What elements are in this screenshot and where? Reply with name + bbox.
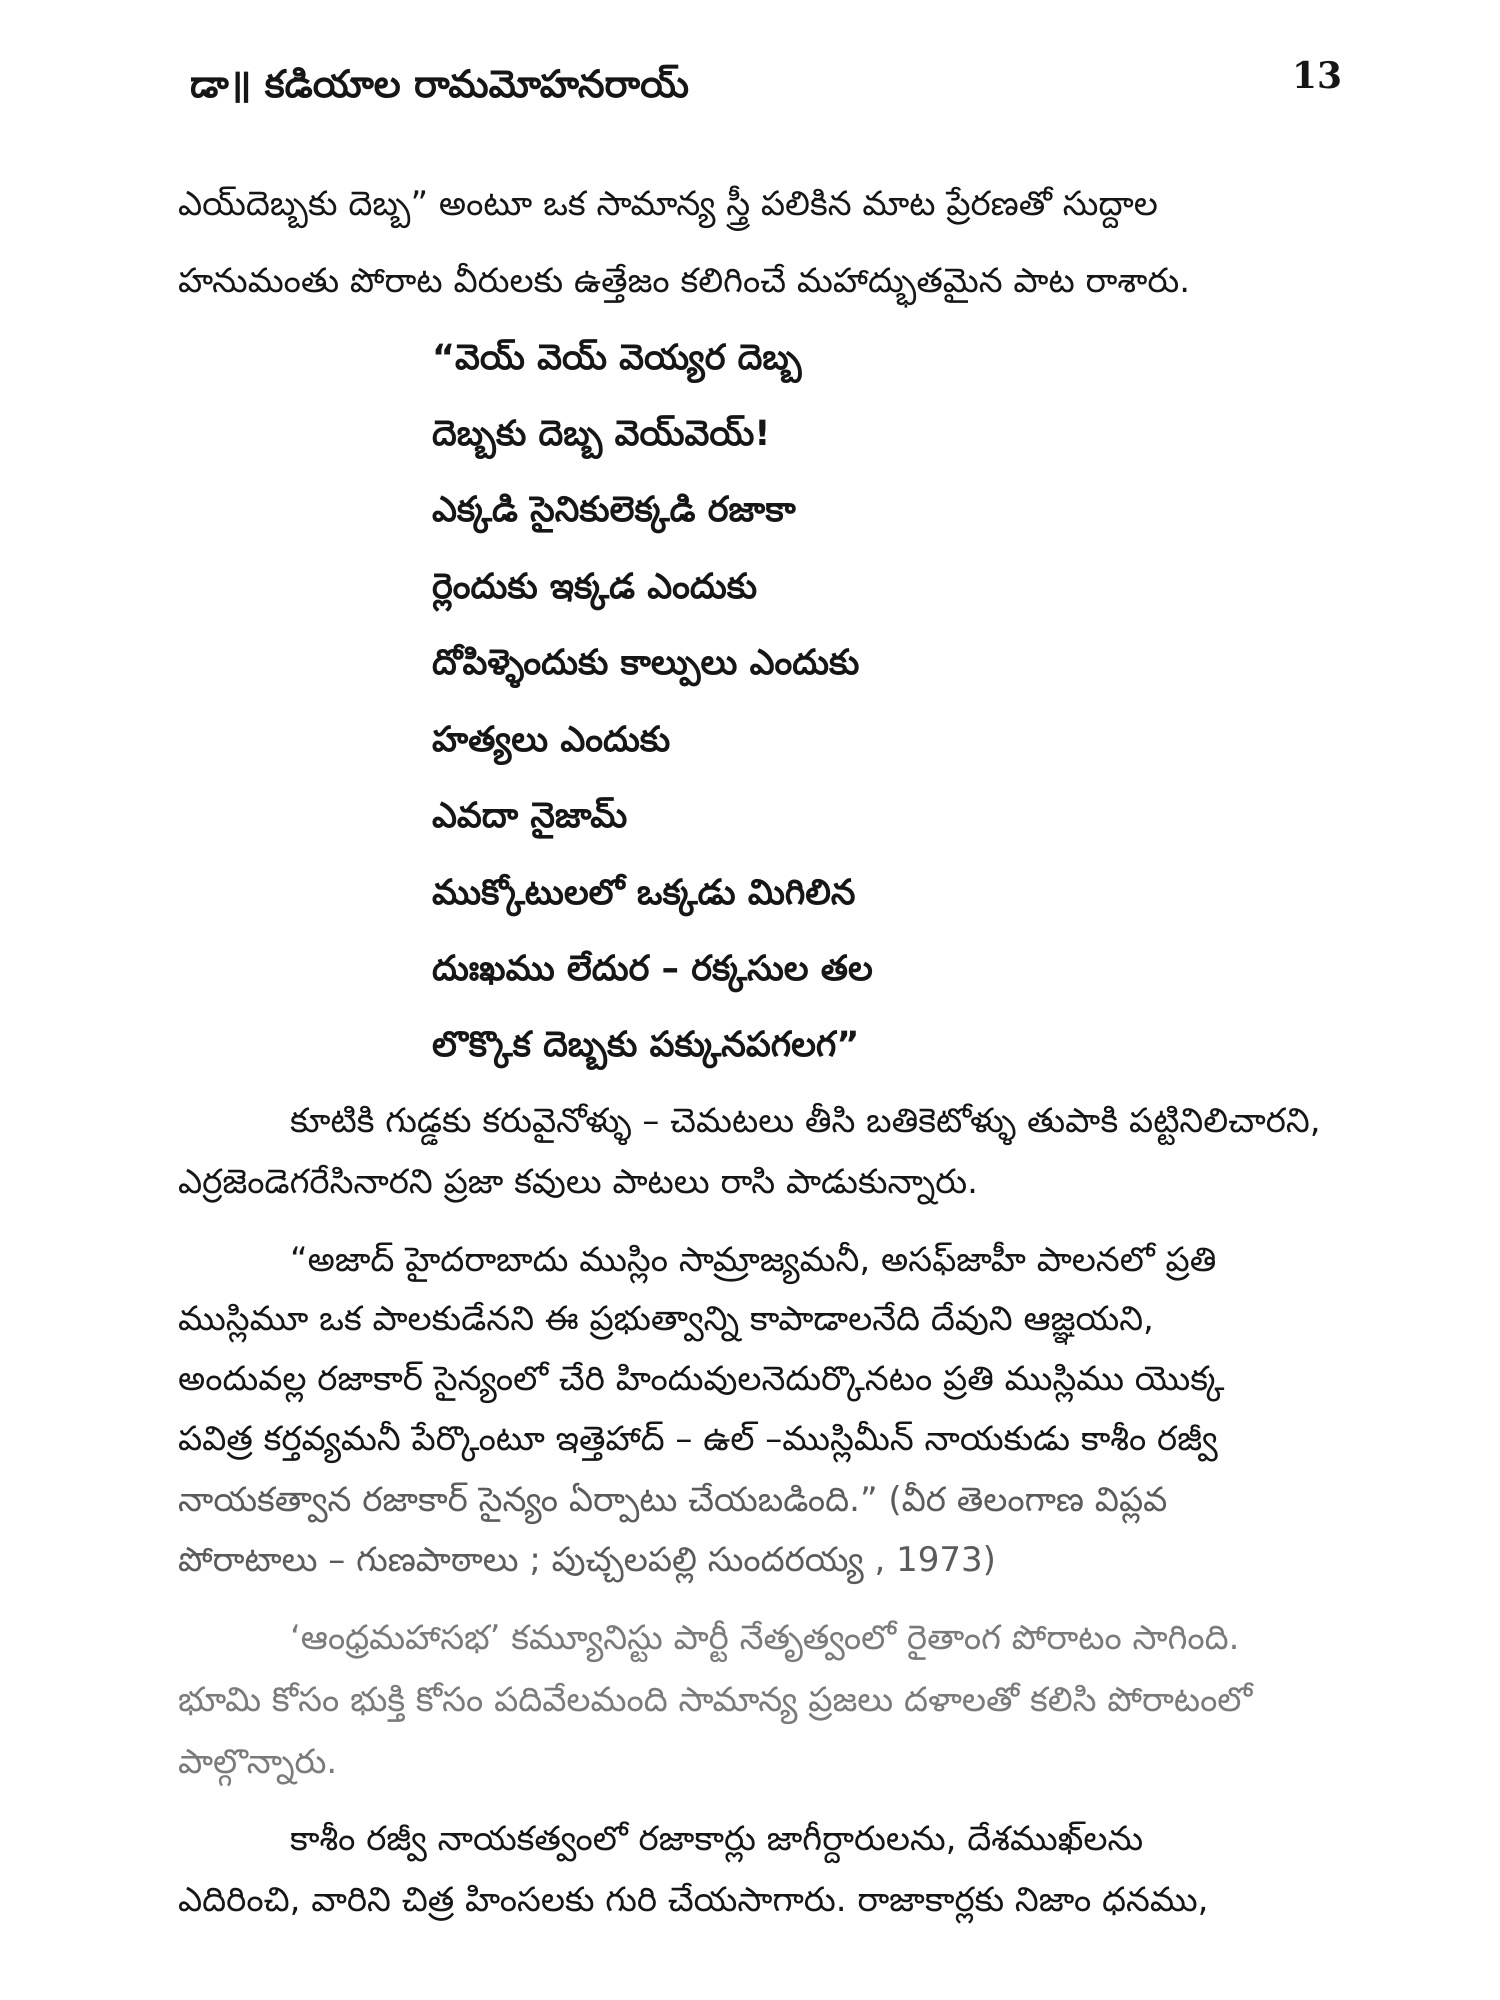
poem-line: దుఃఖము లేదుర – రక్కసుల తల <box>432 949 873 989</box>
paragraph-line: ఎయ్‌దెబ్బకు దెబ్బ” అంటూ ఒక సామాన్య స్త్రీ పలికిన మాట ప్రేరణతో సుద్దాల <box>178 184 1158 224</box>
paragraph-line: ‘ఆంధ్రమహాసభ’ కమ్యూనిస్టు పార్టీ నేతృత్వంలో రైతాంగ పోరాటం సాగింది. <box>290 1618 1240 1658</box>
quote-line: “అజాద్ హైదరాబాదు ముస్లిం సామ్రాజ్యమనీ, అసఫ్‌జాహీ పాలనలో ప్రతి <box>290 1240 1217 1280</box>
poem-line: దెబ్బకు దెబ్బ వెయ్‌వెయ్! <box>432 414 771 454</box>
poem-line: ర్లెందుకు ఇక్కడ ఎందుకు <box>432 567 758 607</box>
paragraph-line: కాశీం రజ్వీ నాయకత్వంలో రజాకార్లు జాగీర్దారులను, దేశముఖ్‌లను <box>290 1819 1144 1859</box>
quote-line: నాయకత్వాన రజాకార్ సైన్యం ఏర్పాటు చేయబడింది.” (వీర తెలంగాణ విప్లవ <box>178 1480 1168 1520</box>
paragraph-line: హనుమంతు పోరాట వీరులకు ఉత్తేజం కలిగించే మహాద్భుతమైన పాట రాశారు. <box>178 261 1191 301</box>
poem-line: లొక్కొక దెబ్బకు పక్కునపగలగ” <box>432 1025 860 1065</box>
poem-line: దోపిళ్ళెందుకు కాల్పులు ఎందుకు <box>432 643 860 683</box>
poem-line: “వెయ్ వెయ్ వెయ్యర దెబ్బ <box>432 338 802 378</box>
paragraph-line: భూమి కోసం భుక్తి కోసం పదివేలమంది సామాన్య ప్రజలు దళాలతో కలిసి పోరాటంలో <box>178 1680 1253 1720</box>
paragraph-line: ఎర్రజెండెగరేసినారని ప్రజా కవులు పాటలు రాసి పాడుకున్నారు. <box>178 1162 978 1202</box>
poem-line: ఎక్కడి సైనికులెక్కడి రజాకా <box>432 490 796 530</box>
poem-line: ముక్కోటులలో ఒక్కడు మిగిలిన <box>432 873 856 913</box>
quote-line: పవిత్ర కర్తవ్యమనీ పేర్కొంటూ ఇత్తెహాద్ – ఉల్ –ముస్లిమీన్ నాయకుడు కాశీం రజ్వీ <box>178 1419 1218 1459</box>
paragraph-line: కూటికి గుడ్డకు కరువైనోళ్ళు – చెమటలు తీసి బతికెటోళ్ళు తుపాకి పట్టినిలిచారని, <box>290 1101 1321 1141</box>
quote-line: ముస్లిమూ ఒక పాలకుడేనని ఈ ప్రభుత్వాన్ని కాపాడాలనేది దేవుని ఆజ్ఞయని, <box>178 1299 1154 1339</box>
quote-line: పోరాటాలు – గుణపాఠాలు ; పుచ్చలపల్లి సుందరయ్య , 1973) <box>178 1540 996 1580</box>
poem-line: హత్యలు ఎందుకు <box>432 720 671 760</box>
poem-line: ఎవదా నైజామ్ <box>432 796 628 836</box>
paragraph-line: ఎదిరించి, వారిని చిత్ర హింసలకు గురి చేయసాగారు. రాజాకార్లకు నిజాం ధనము, <box>178 1880 1209 1920</box>
running-header-author: డా॥ కడియాల రామమోహనరాయ్ <box>190 62 690 106</box>
paragraph-line: పాల్గొన్నారు. <box>178 1742 338 1782</box>
page-number: 13 <box>1292 55 1343 97</box>
quote-line: అందువల్ల రజాకార్ సైన్యంలో చేరి హిందువులనెదుర్కొనటం ప్రతి ముస్లిము యొక్క <box>178 1359 1225 1399</box>
